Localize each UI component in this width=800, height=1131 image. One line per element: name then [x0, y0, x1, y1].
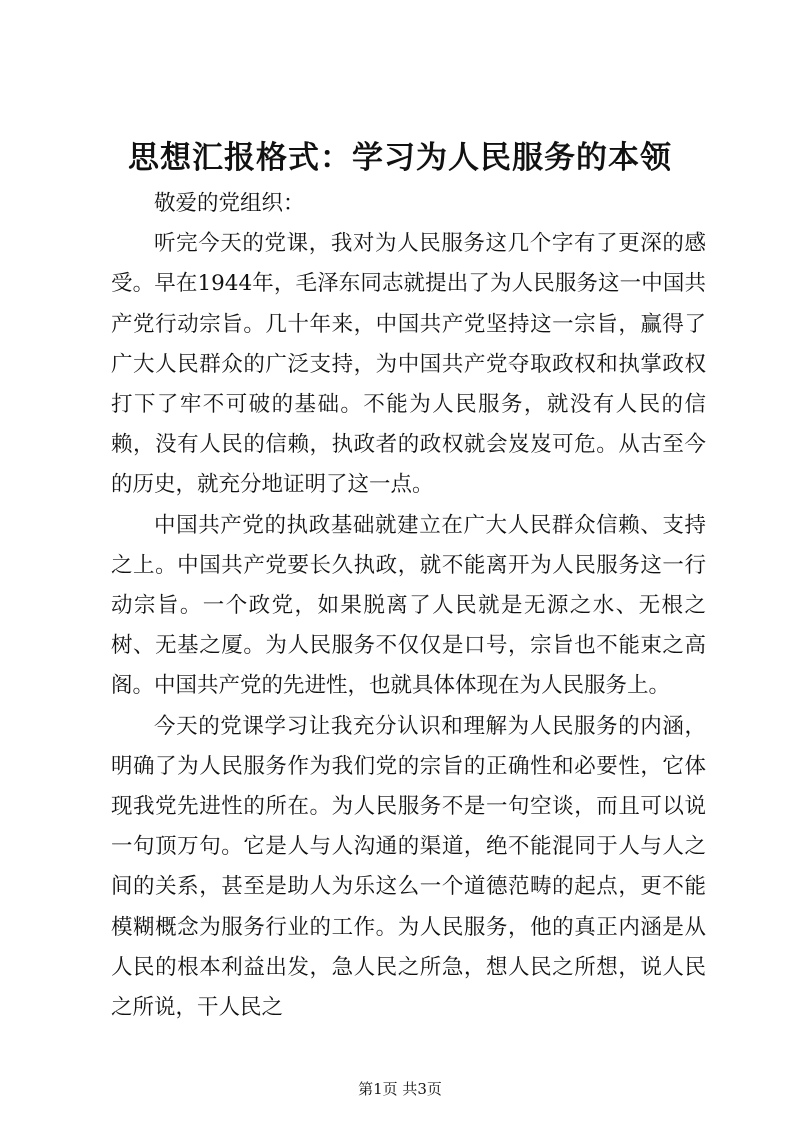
page-footer: 第1页 共3页	[358, 1080, 442, 1098]
paragraph-3: 今天的党课学习让我充分认识和理解为人民服务的内涵，明确了为人民服务作为我们党的宗旨的正确性和必要性，它体现我党先进性的所在。为人民服务不是一句空谈，而且可以说一句顶万句。它是人与人沟通的渠道，绝不能混同于人与人之间的关系，甚至是助人为乐这么一个道德范畴的起点，更不能模糊概念为服务行业的工作。为人民服务，他的真正内涵是从人民的根本利益出发，急人民之所急，想人民之所想，说人民之所说，干人民之	[111, 713, 706, 1021]
paragraph-2: 中国共产党的执政基础就建立在广大人民群众信赖、支持之上。中国共产党要长久执政，就不能离开为人民服务这一行动宗旨。一个政党，如果脱离了人民就是无源之水、无根之树、无基之厦。为人民服务不仅仅是口号，宗旨也不能束之高阁。中国共产党的先进性，也就具体体现在为人民服务上。	[111, 512, 706, 699]
paragraph-1: 听完今天的党课，我对为人民服务这几个字有了更深的感受。早在1944年，毛泽东同志就提出了为人民服务这一中国共产党行动宗旨。几十年来，中国共产党坚持这一宗旨，赢得了广大人民群众的广泛支持，为中国共产党夺取政权和执掌政权打下了牢不可破的基础。不能为人民服务，就没有人民的信赖，没有人民的信赖，执政者的政权就会岌岌可危。从古至今的历史，就充分地证明了这一点。	[111, 231, 706, 498]
salutation: 敬爱的党组织：	[154, 191, 305, 216]
document-title: 思想汇报格式：学习为人民服务的本领	[128, 140, 672, 176]
document-body	[111, 184, 706, 1028]
